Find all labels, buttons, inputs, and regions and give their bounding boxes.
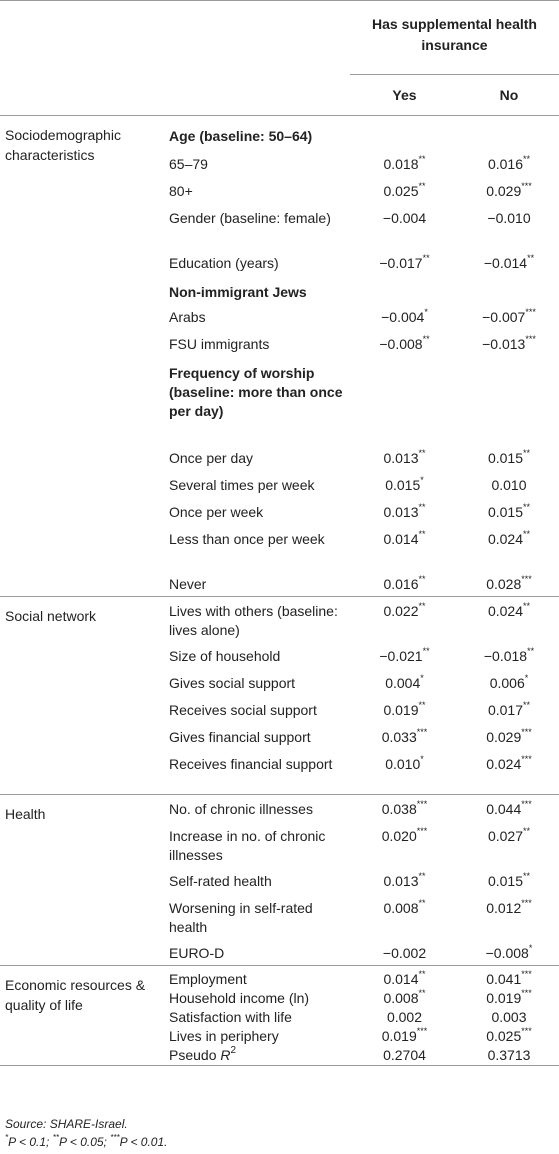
- value-yes: 0.019: [381, 1028, 417, 1044]
- row-label-text: Satisfaction with life: [169, 1009, 292, 1025]
- row-label-text: Employment: [169, 971, 247, 987]
- cell-yes: [350, 525, 459, 570]
- significance-no: **: [523, 825, 531, 836]
- footnote-significance: [5, 1135, 168, 1149]
- header-blank: [161, 1, 350, 75]
- significance-no: ***: [525, 333, 536, 344]
- cell-yes: [350, 116, 459, 150]
- cell-no: [459, 989, 559, 1008]
- row-label-text: Receives social support: [169, 701, 317, 718]
- cell-no: [459, 894, 559, 939]
- row-label-text: EURO-D: [169, 944, 225, 961]
- significance-no: ***: [521, 753, 532, 764]
- row-label-text: Non-immigrant Jews: [169, 283, 307, 300]
- value-no: −0.018: [483, 647, 528, 664]
- cell-yes: [350, 498, 459, 525]
- cell-no: [459, 525, 559, 570]
- value-no: 0.028: [486, 575, 522, 592]
- value-yes: −0.004: [381, 308, 425, 325]
- cell-yes: [350, 989, 459, 1008]
- row-label-text: 65–79: [169, 155, 208, 172]
- value-yes: 0.008: [383, 990, 419, 1006]
- value-yes: 0.033: [381, 728, 417, 745]
- value-no: 0.016: [487, 155, 524, 172]
- significance-yes: **: [418, 897, 426, 908]
- cell-no: [459, 966, 559, 990]
- value-no: 0.015: [487, 503, 524, 520]
- cell-no: [459, 1008, 559, 1027]
- row-label-text: 80+: [169, 182, 193, 199]
- row-label-text: Gives financial support: [169, 728, 311, 745]
- value-no: 0.027: [487, 827, 524, 844]
- row-label: [161, 150, 350, 177]
- row-label-text: Once per week: [169, 503, 264, 520]
- table-body: [0, 116, 559, 1066]
- significance-yes: **: [418, 699, 426, 710]
- cell-yes: [350, 249, 459, 276]
- row-label-text: Pseudo $R^2$: [169, 1045, 237, 1063]
- significance-yes: **: [418, 501, 426, 512]
- cell-no: [459, 204, 559, 249]
- cell-yes: [350, 669, 459, 696]
- cell-no: [459, 471, 559, 498]
- significance-yes: ***: [416, 726, 428, 737]
- row-label-text: Never: [169, 575, 207, 592]
- header-yes: Yes: [350, 75, 459, 116]
- row-label-text: Receives financial support: [169, 755, 333, 772]
- category-label: Social network: [5, 608, 97, 624]
- value-no: 0.024: [487, 603, 524, 619]
- value-yes: −0.017: [379, 254, 423, 271]
- row-label-text: Increase in no. of chronic illnesses: [169, 827, 326, 863]
- row-label-text: FSU immigrants: [169, 335, 270, 352]
- row-label: [161, 303, 350, 330]
- significance-no: **: [527, 645, 535, 656]
- value-yes: 0.013: [383, 449, 419, 466]
- header-blank: [161, 75, 350, 116]
- table-row: [0, 795, 559, 822]
- row-label: [161, 939, 350, 966]
- significance-yes: **: [418, 180, 426, 191]
- row-label: [161, 177, 350, 204]
- cell-yes: [350, 570, 459, 597]
- row-label: [161, 525, 350, 570]
- cell-yes: [350, 204, 459, 249]
- row-label: [161, 1046, 350, 1066]
- cell-yes: [350, 177, 459, 204]
- row-label-text: Lives with others (baseline: lives alone): [169, 603, 338, 638]
- footnote-source: Source: SHARE-Israel.: [5, 1117, 128, 1131]
- header-blank: [0, 75, 161, 116]
- value-no: 0.024: [486, 755, 522, 772]
- value-yes: 0.002: [386, 1009, 423, 1025]
- value-yes: 0.025: [383, 182, 419, 199]
- row-label: [161, 276, 350, 303]
- significance-yes: *: [420, 474, 424, 485]
- value-no: 0.006: [489, 674, 525, 691]
- cell-no: [459, 570, 559, 597]
- value-yes: 0.019: [383, 701, 419, 718]
- sig-text-1: P < 0.1;: [8, 1135, 53, 1149]
- significance-yes: ***: [416, 1026, 428, 1037]
- value-yes: 0.022: [383, 603, 419, 619]
- value-no: 0.010: [491, 476, 527, 493]
- value-no: 0.003: [491, 1009, 527, 1025]
- row-label: [161, 570, 350, 597]
- cell-yes: [350, 795, 459, 822]
- cell-no: [459, 723, 559, 750]
- value-yes: 0.015: [385, 476, 421, 493]
- row-label-text: Arabs: [169, 308, 206, 325]
- row-label: [161, 989, 350, 1008]
- value-yes: 0.018: [383, 155, 419, 172]
- table-row: [0, 116, 559, 150]
- row-label-text: Education (years): [169, 254, 279, 271]
- value-no: 0.015: [487, 449, 524, 466]
- cell-no: [459, 669, 559, 696]
- value-yes: 0.020: [381, 827, 417, 844]
- significance-no: **: [523, 447, 531, 458]
- table-row: [0, 597, 559, 642]
- cell-yes: [350, 150, 459, 177]
- header-no: No: [459, 75, 559, 116]
- row-label-text: Less than once per week: [169, 530, 325, 547]
- cell-no: [459, 1046, 559, 1066]
- cell-no: [459, 1027, 559, 1046]
- value-no: −0.010: [487, 209, 531, 226]
- row-label: [161, 966, 350, 990]
- row-label-text: Once per day: [169, 449, 254, 466]
- significance-yes: **: [422, 645, 430, 656]
- row-label: [161, 444, 350, 471]
- significance-yes: **: [418, 153, 426, 164]
- value-no: 0.044: [486, 801, 522, 817]
- category-label: Economic resources & quality of life: [5, 977, 146, 1013]
- cell-yes: [350, 276, 459, 303]
- significance-yes: **: [418, 601, 426, 612]
- row-label-text: Worsening in self-rated health: [169, 899, 313, 935]
- cell-no: [459, 276, 559, 303]
- cell-no: [459, 867, 559, 894]
- value-no: 0.012: [486, 899, 522, 916]
- cell-no: [459, 150, 559, 177]
- significance-no: ***: [521, 726, 532, 737]
- value-no: 0.029: [486, 728, 522, 745]
- value-yes: 0.013: [383, 872, 419, 889]
- significance-no: **: [527, 252, 535, 263]
- value-yes: −0.008: [379, 335, 423, 352]
- value-yes: 0.016: [383, 575, 419, 592]
- value-yes: −0.002: [382, 944, 427, 961]
- row-label: [161, 696, 350, 723]
- value-yes: 0.010: [385, 755, 421, 772]
- significance-no: ***: [521, 988, 532, 999]
- row-label-text: Household income (ln): [169, 990, 310, 1006]
- category-label: Health: [5, 806, 46, 822]
- significance-yes: *: [420, 753, 424, 764]
- significance-no: **: [523, 501, 531, 512]
- row-label: [161, 597, 350, 642]
- sig-mark-3: ***: [110, 1133, 120, 1142]
- cell-no: [459, 822, 559, 867]
- cell-no: [459, 330, 559, 357]
- value-no: 0.3713: [487, 1047, 531, 1063]
- row-label-text: Several times per week: [169, 476, 315, 493]
- significance-no: ***: [521, 799, 532, 810]
- value-no: 0.024: [487, 530, 524, 547]
- header-blank: [0, 1, 161, 75]
- row-label: [161, 642, 350, 669]
- row-label-text: Self-rated health: [169, 872, 272, 889]
- row-label: [161, 1027, 350, 1046]
- row-label: [161, 867, 350, 894]
- row-label-text: Age (baseline: 50–64): [169, 128, 313, 144]
- row-label: [161, 357, 350, 444]
- significance-no: ***: [521, 897, 532, 908]
- value-yes: 0.038: [381, 801, 417, 817]
- cell-no: [459, 498, 559, 525]
- significance-yes: *: [424, 306, 428, 317]
- significance-yes: ***: [416, 799, 428, 810]
- cell-yes: [350, 696, 459, 723]
- row-label: [161, 795, 350, 822]
- cell-yes: [350, 894, 459, 939]
- value-no: 0.029: [486, 182, 522, 199]
- value-yes: 0.2704: [383, 1047, 426, 1063]
- significance-yes: ***: [416, 825, 428, 836]
- table-row: [0, 966, 559, 990]
- value-yes: 0.014: [383, 530, 419, 547]
- value-no: 0.017: [487, 701, 524, 718]
- significance-no: ***: [521, 573, 532, 584]
- cell-no: [459, 750, 559, 795]
- sig-text-3: P < 0.01.: [119, 1135, 168, 1149]
- row-label: [161, 498, 350, 525]
- cell-yes: [350, 330, 459, 357]
- cell-yes: [350, 357, 459, 444]
- significance-yes: **: [418, 447, 426, 458]
- cell-yes: [350, 966, 459, 990]
- sig-mark-2: **: [52, 1133, 59, 1142]
- cell-no: [459, 795, 559, 822]
- value-yes: 0.008: [383, 899, 419, 916]
- cell-no: [459, 444, 559, 471]
- cell-yes: [350, 444, 459, 471]
- row-label: [161, 330, 350, 357]
- cell-no: [459, 696, 559, 723]
- row-label: [161, 471, 350, 498]
- value-no: −0.013: [482, 335, 526, 352]
- row-label: [161, 116, 350, 150]
- significance-no: **: [523, 699, 531, 710]
- row-label: [161, 204, 350, 249]
- row-label-text: Gives social support: [169, 674, 296, 691]
- significance-no: *: [524, 672, 529, 683]
- significance-no: **: [523, 528, 531, 539]
- significance-yes: *: [420, 672, 424, 683]
- significance-no: *: [528, 942, 533, 953]
- cell-no: [459, 357, 559, 444]
- cell-yes: [350, 597, 459, 642]
- value-no: 0.015: [487, 872, 524, 889]
- significance-no: **: [523, 601, 531, 612]
- significance-yes: **: [418, 573, 426, 584]
- value-yes: −0.021: [379, 647, 423, 664]
- significance-yes: **: [418, 870, 426, 881]
- header-group-title: Has supplemental health insurance: [350, 1, 559, 75]
- cell-yes: [350, 1027, 459, 1046]
- row-label: [161, 1008, 350, 1027]
- row-label-text: Lives in periphery: [169, 1028, 279, 1044]
- row-label: [161, 894, 350, 939]
- value-yes: 0.014: [383, 971, 419, 987]
- value-no: −0.014: [483, 254, 528, 271]
- sig-text-2: P < 0.05;: [58, 1135, 111, 1149]
- value-no: −0.007: [482, 308, 526, 325]
- row-label: [161, 723, 350, 750]
- cell-no: [459, 303, 559, 330]
- value-no: −0.008: [485, 944, 529, 961]
- value-no: 0.019: [486, 990, 522, 1006]
- cell-yes: [350, 939, 459, 966]
- value-yes: −0.004: [382, 209, 427, 226]
- cell-yes: [350, 867, 459, 894]
- cell-yes: [350, 303, 459, 330]
- cell-yes: [350, 723, 459, 750]
- sig-mark-1: *: [5, 1133, 9, 1142]
- cell-no: [459, 177, 559, 204]
- value-no: 0.041: [486, 971, 522, 987]
- cell-no: [459, 939, 559, 966]
- significance-no: ***: [521, 969, 532, 980]
- significance-yes: **: [422, 333, 430, 344]
- row-label: [161, 822, 350, 867]
- row-label: [161, 249, 350, 276]
- significance-no: **: [523, 870, 531, 881]
- value-yes: 0.004: [385, 674, 421, 691]
- value-yes: 0.013: [383, 503, 419, 520]
- cell-no: [459, 249, 559, 276]
- significance-no: **: [523, 153, 531, 164]
- significance-yes: **: [422, 252, 430, 263]
- cell-yes: [350, 471, 459, 498]
- cell-yes: [350, 750, 459, 795]
- significance-yes: **: [418, 988, 426, 999]
- cell-no: [459, 642, 559, 669]
- cell-no: [459, 116, 559, 150]
- significance-no: ***: [521, 180, 532, 191]
- cell-yes: [350, 1008, 459, 1027]
- category-label: Sociodemographic characteristics: [5, 127, 121, 163]
- significance-yes: **: [418, 528, 426, 539]
- cell-no: [459, 597, 559, 642]
- significance-no: ***: [521, 1026, 532, 1037]
- row-label-text: Gender (baseline: female): [169, 209, 331, 226]
- significance-yes: **: [418, 969, 426, 980]
- value-no: 0.025: [486, 1028, 522, 1044]
- significance-no: ***: [525, 306, 536, 317]
- row-label: [161, 750, 350, 795]
- cell-yes: [350, 1046, 459, 1066]
- row-label-text: No. of chronic illnesses: [169, 801, 313, 817]
- cell-yes: [350, 822, 459, 867]
- cell-yes: [350, 642, 459, 669]
- row-label-text: Frequency of worship (baseline: more than once per day): [169, 364, 343, 419]
- row-label: [161, 669, 350, 696]
- row-label-text: Size of household: [169, 647, 281, 664]
